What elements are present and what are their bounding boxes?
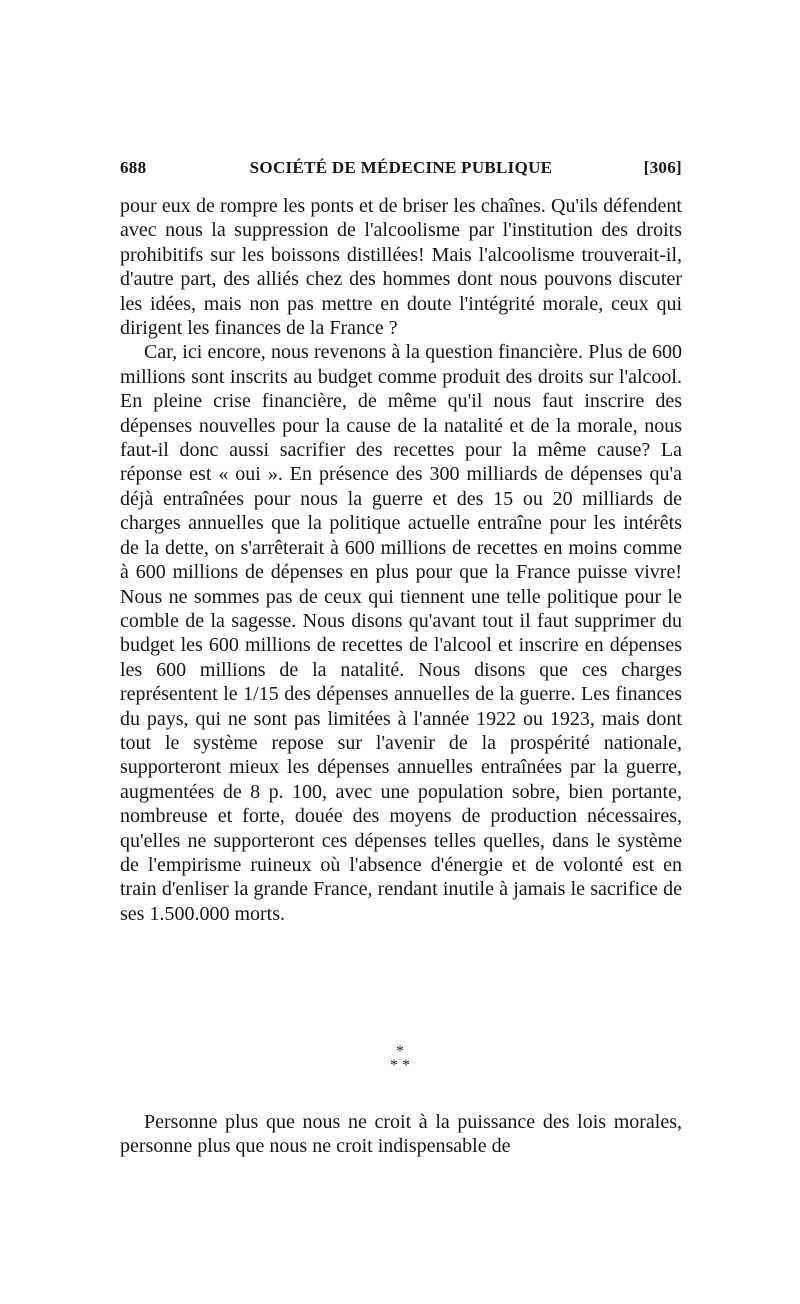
paragraph-financial-question: Car, ici encore, nous revenons à la question financière. Plus de 600 millions sont inscrits au budget comme produit des droits sur l'alcool. En pleine crise financière, de même qu'il nous faut inscrire des dépenses nouvelles pour la cause de la natalité et de la morale, nous faut-il donc aussi sacrifier des recettes pour la même cause? La réponse est « oui ». En présence des 300 milliards de dépenses qu'a déjà entraînées pour nous la guerre et des 15 ou 20 milliards de charges annuelles que la politique actuelle entraîne pour les intérêts de la dette, on s'arrêterait à 600 millions de recettes en moins comme à 600 millions de dépenses en plus pour que la France puisse vivre! Nous ne sommes pas de ceux qui tiennent une telle politique pour le comble de la sagesse. Nous disons qu'avant tout il faut supprimer du budget les 600 millions de recettes de l'alcool et inscrire en dépenses les 600 millions de la natalité. Nous disons que ces charges représentent le 1/15 des dépenses annuelles de la guerre. Les finances du pays, qui ne sont pas limitées à l'année 1922 ou 1923, mais dont tout le système repose sur l'avenir de la prospérité nationale, supporteront mieux les dépenses annuelles entraînées par la guerre, augmentées de 8 p. 100, avec une population sobre, bien portante, nombreuse et forte, douée des moyens de production nécessaires, qu'elles ne supporteront ces dépenses telles quelles, dans le système de l'empirisme ruineux où l'absence d'énergie et de volonté est en train d'enliser la grande France, rendant inutile à jamais le sacrifice de ses 1.500.000 morts. xyxy=(120,341,682,925)
bracket-page-reference: [306] xyxy=(643,158,682,177)
body-text xyxy=(120,194,682,926)
asterism-separator xyxy=(370,1045,430,1077)
body-text-after-break xyxy=(120,1110,682,1159)
asterism-top: * xyxy=(396,1043,404,1060)
paragraph-continuation: pour eux de rompre les ponts et de briser les chaînes. Qu'ils défendent avec nous la suppression de l'alcoolisme par l'institution des droits prohibitifs sur les boissons distillées! Mais l'alcoolisme trouverait-il, d'autre part, des alliés chez des hommes dont nous pouvons discuter les idées, mais non pas mettre en doute l'intégrité morale, ceux qui dirigent les finances de la France ? xyxy=(120,195,682,340)
running-title: SOCIÉTÉ DE MÉDECINE PUBLIQUE xyxy=(249,158,553,177)
page-number: 688 xyxy=(120,158,147,177)
asterism-bottom: * * xyxy=(390,1057,410,1074)
paragraph-moral-laws: Personne plus que nous ne croit à la puissance des lois morales, personne plus que nous ne croit indispensable de xyxy=(120,1111,682,1158)
